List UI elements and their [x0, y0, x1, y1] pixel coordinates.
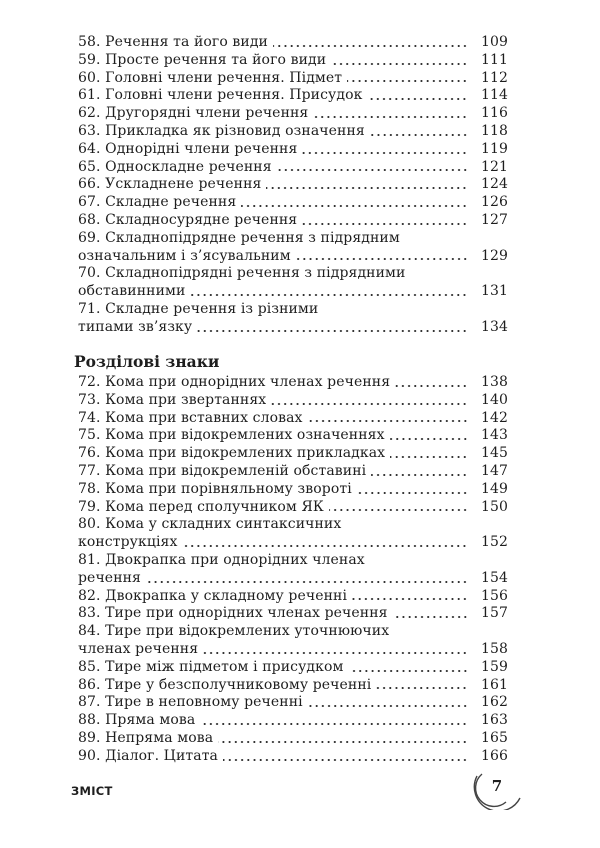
toc-entry-line	[78, 534, 508, 552]
dot-leader	[197, 329, 468, 333]
toc-entry-title: 85. Тире між підметом і присудком	[78, 658, 344, 675]
toc-entry[interactable]	[78, 123, 508, 141]
toc-entry-line	[78, 623, 508, 641]
toc-entry-page: 162	[480, 694, 508, 711]
toc-entry-title: 80. Кома у складних синтаксичних	[78, 516, 342, 533]
toc-entry-page: 166	[480, 747, 508, 764]
toc-entry-line	[78, 427, 508, 445]
toc-entry[interactable]	[78, 481, 508, 499]
toc-entry-title-continued: обставинними	[78, 283, 186, 300]
toc-entry-title: 88. Пряма мова	[78, 712, 196, 729]
toc-entry-page: 150	[480, 498, 508, 515]
dot-leader	[395, 384, 468, 388]
toc-entry-title: 69. Складнопідрядне речення з підрядним	[78, 229, 400, 246]
toc-entry-line	[78, 34, 508, 52]
toc-entry-line	[78, 516, 508, 534]
toc-entry-line	[78, 87, 508, 105]
toc-entry-line	[78, 301, 508, 319]
toc-entry[interactable]	[78, 230, 508, 266]
toc-entry-page: 158	[480, 640, 508, 657]
dot-leader	[241, 204, 468, 208]
toc-entry-title: 66. Ускладнене речення	[78, 176, 262, 193]
toc-entry-page: 127	[480, 211, 508, 228]
toc-entry-line	[78, 730, 508, 748]
toc-entry-title-continued: типами зв’язку	[78, 318, 193, 335]
toc-list-syntax	[78, 34, 508, 337]
toc-entry-line	[78, 499, 508, 517]
toc-entry-title: 62. Другорядні члени речення	[78, 105, 309, 122]
toc-entry-line	[78, 712, 508, 730]
toc-entry[interactable]	[78, 516, 508, 552]
dot-leader	[146, 580, 468, 584]
toc-entry-title: 74. Кома при вставних словах	[78, 409, 303, 426]
toc-entry[interactable]	[78, 552, 508, 588]
toc-entry-line	[78, 659, 508, 677]
toc-entry-title-continued: означальним і з’ясувальним	[78, 247, 291, 264]
toc-entry[interactable]	[78, 265, 508, 301]
toc-entry-line	[78, 319, 508, 337]
toc-entry[interactable]	[78, 374, 508, 392]
toc-entry[interactable]	[78, 445, 508, 463]
toc-entry-title: 77. Кома при відокремленій обставині	[78, 462, 367, 479]
toc-entry[interactable]	[78, 659, 508, 677]
toc-entry-page: 116	[480, 105, 508, 122]
dot-leader	[218, 740, 468, 744]
toc-entry[interactable]	[78, 301, 508, 337]
toc-entry-title: 58. Речення та його види	[78, 34, 268, 50]
toc-entry-page: 157	[480, 605, 508, 622]
toc-entry-page: 161	[480, 676, 508, 693]
toc-entry-line	[78, 748, 508, 766]
dot-leader	[357, 491, 468, 495]
section-title: Розділові знаки	[74, 352, 220, 371]
toc-entry-title: 67. Складне речення	[78, 194, 237, 211]
toc-entry[interactable]	[78, 34, 508, 52]
dot-leader	[347, 79, 468, 83]
dot-leader	[200, 722, 468, 726]
toc-entry[interactable]	[78, 623, 508, 659]
toc-entry-title: 81. Двокрапка при однорідних членах	[78, 551, 365, 568]
toc-entry-line	[78, 641, 508, 659]
toc-entry-line	[78, 694, 508, 712]
toc-entry[interactable]	[78, 87, 508, 105]
toc-entry-page: 156	[480, 587, 508, 604]
toc-entry-line	[78, 52, 508, 70]
toc-entry[interactable]	[78, 70, 508, 88]
dot-leader	[182, 544, 468, 548]
toc-entry-title: 78. Кома при порівняльному звороті	[78, 480, 352, 497]
toc-entry[interactable]	[78, 410, 508, 428]
toc-entry[interactable]	[78, 141, 508, 159]
toc-entry-page: 152	[480, 534, 508, 551]
toc-entry[interactable]	[78, 427, 508, 445]
toc-entry-title: 84. Тире при відокремлених уточнюючих	[78, 623, 390, 640]
toc-entry-title: 90. Діалог. Цитата	[78, 747, 219, 764]
toc-entry-title: 75. Кома при відокремлених означеннях	[78, 427, 385, 444]
dot-leader	[266, 186, 468, 190]
toc-entry-line	[78, 159, 508, 177]
toc-entry-line	[78, 141, 508, 159]
toc-entry-page: 134	[480, 318, 508, 335]
toc-entry-line	[78, 70, 508, 88]
dot-leader	[390, 455, 468, 459]
dot-leader	[223, 758, 468, 762]
toc-list-punctuation	[78, 374, 508, 766]
toc-entry[interactable]	[78, 694, 508, 712]
toc-entry-line	[78, 248, 508, 266]
toc-entry-page: 138	[480, 374, 508, 390]
toc-entry-line	[78, 392, 508, 410]
toc-entry[interactable]	[78, 176, 508, 194]
toc-entry-title: 68. Складносурядне речення	[78, 211, 298, 228]
toc-entry-title: 64. Однорідні члени речення	[78, 140, 298, 157]
toc-entry-page: 109	[480, 34, 508, 50]
toc-entry-title: 89. Непряма мова	[78, 729, 214, 746]
dot-leader	[313, 115, 468, 119]
toc-entry-title: 79. Кома перед сполучником ЯК	[78, 498, 324, 515]
toc-entry-title: 61. Головні члени речення. Присудок	[78, 87, 363, 104]
toc-entry-page: 142	[480, 409, 508, 426]
toc-entry-page: 114	[480, 87, 508, 104]
toc-entry-title: 83. Тире при однорідних членах речення	[78, 605, 388, 622]
dot-leader	[367, 97, 468, 101]
toc-entry-page: 163	[480, 712, 508, 729]
dot-leader	[273, 44, 468, 48]
toc-entry[interactable]	[78, 712, 508, 730]
toc-entry-page: 112	[480, 69, 508, 86]
toc-entry-title: 82. Двокрапка у складному реченні	[78, 587, 348, 604]
toc-entry-line	[78, 463, 508, 481]
toc-entry-title-continued: членах речення	[78, 640, 199, 657]
toc-entry-title: 60. Головні члени речення. Підмет	[78, 69, 343, 86]
dot-leader	[190, 293, 468, 297]
toc-entry-line	[78, 123, 508, 141]
toc-entry[interactable]	[78, 499, 508, 517]
dot-leader	[331, 62, 468, 66]
toc-entry-title: 73. Кома при звертаннях	[78, 391, 267, 408]
dot-leader	[296, 257, 468, 261]
toc-entry-page: 140	[480, 391, 508, 408]
dot-leader	[302, 222, 468, 226]
toc-entry-title: 71. Складне речення із різними	[78, 300, 319, 317]
dot-leader	[376, 686, 468, 690]
toc-entry[interactable]	[78, 105, 508, 123]
dot-leader	[329, 508, 468, 512]
dot-leader	[349, 669, 468, 673]
toc-entry-line	[78, 265, 508, 283]
toc-entry[interactable]	[78, 463, 508, 481]
dot-leader	[203, 651, 468, 655]
toc-entry[interactable]	[78, 677, 508, 695]
toc-entry-page: 121	[480, 158, 508, 175]
toc-entry-page: 126	[480, 194, 508, 211]
toc-entry-title: 59. Просте речення та його види	[78, 51, 327, 68]
toc-entry-line	[78, 481, 508, 499]
dot-leader	[371, 473, 468, 477]
toc-entry-page: 149	[480, 480, 508, 497]
toc-entry-page: 111	[480, 51, 508, 68]
toc-entry-line	[78, 552, 508, 570]
dot-leader	[302, 151, 468, 155]
dot-leader	[308, 704, 468, 708]
toc-entry[interactable]	[78, 392, 508, 410]
toc-entry-page: 165	[480, 729, 508, 746]
toc-entry-page: 119	[480, 140, 508, 157]
toc-entry-line	[78, 605, 508, 623]
dot-leader	[370, 133, 468, 137]
dot-leader	[390, 437, 468, 441]
toc-entry[interactable]	[78, 52, 508, 70]
toc-entry-line	[78, 445, 508, 463]
toc-entry-line	[78, 105, 508, 123]
toc-entry[interactable]	[78, 194, 508, 212]
toc-entry-page: 147	[480, 462, 508, 479]
toc-entry-title-continued: речення	[78, 569, 141, 586]
toc-entry-title: 65. Односкладне речення	[78, 158, 272, 175]
toc-entry-title-continued: конструкціях	[78, 534, 178, 551]
dot-leader	[308, 419, 468, 423]
toc-entry-page: 145	[480, 445, 508, 462]
dot-leader	[271, 402, 468, 406]
toc-entry-line	[78, 410, 508, 428]
toc-entry-line	[78, 176, 508, 194]
toc-entry-line	[78, 212, 508, 230]
toc-entry-title: 70. Складнопідрядні речення з підрядними	[78, 265, 406, 282]
toc-entry-page: 154	[480, 569, 508, 586]
toc-entry-line	[78, 230, 508, 248]
toc-entry-line	[78, 283, 508, 301]
page-number: 7	[491, 777, 503, 795]
toc-entry-line	[78, 588, 508, 606]
running-footer-label: ЗМІСТ	[71, 784, 113, 798]
dot-leader	[393, 615, 468, 619]
toc-entry[interactable]	[78, 159, 508, 177]
toc-entry[interactable]	[78, 730, 508, 748]
toc-entry-line	[78, 374, 508, 392]
dot-leader	[352, 597, 468, 601]
toc-entry-line	[78, 570, 508, 588]
toc-entry-title: 72. Кома при однорідних членах речення	[78, 374, 391, 390]
toc-entry-title: 76. Кома при відокремлених прикладках	[78, 445, 386, 462]
toc-entry-line	[78, 194, 508, 212]
toc-entry-page: 131	[480, 283, 508, 300]
toc-entry[interactable]	[78, 605, 508, 623]
toc-entry-title: 86. Тире у безсполучниковому реченні	[78, 676, 372, 693]
toc-entry-page: 124	[480, 176, 508, 193]
toc-entry-page: 118	[480, 122, 508, 139]
toc-entry-page: 129	[480, 247, 508, 264]
toc-entry-title: 87. Тире в неповному реченні	[78, 694, 303, 711]
toc-entry-page: 159	[480, 658, 508, 675]
toc-entry[interactable]	[78, 588, 508, 606]
toc-entry-line	[78, 677, 508, 695]
toc-entry[interactable]	[78, 212, 508, 230]
toc-entry[interactable]	[78, 748, 508, 766]
toc-entry-title: 63. Прикладка як різновид означення	[78, 122, 365, 139]
toc-entry-page: 143	[480, 427, 508, 444]
dot-leader	[277, 168, 468, 172]
